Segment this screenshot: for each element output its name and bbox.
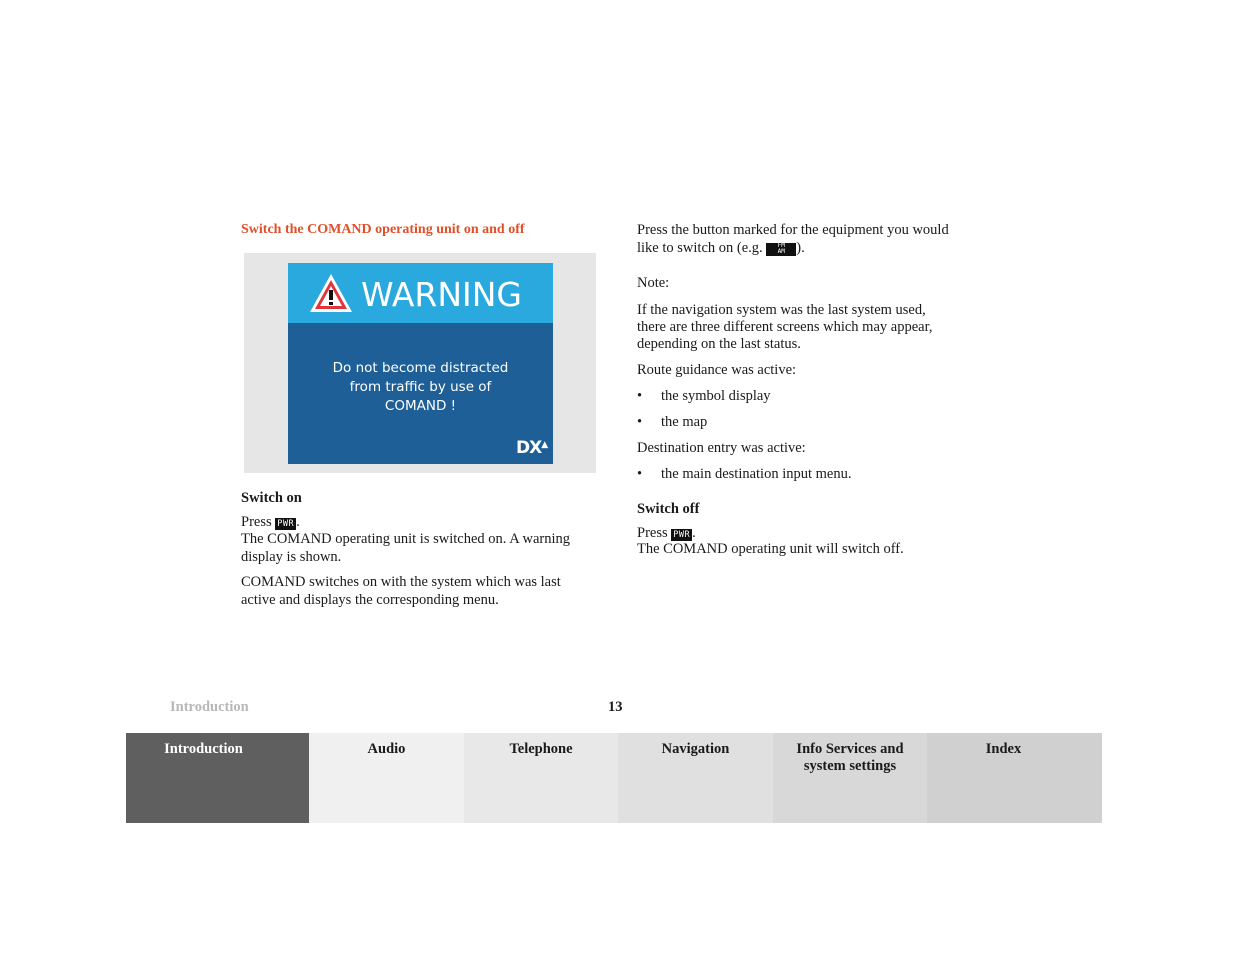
pwr-key-icon: PWR xyxy=(673,530,691,540)
am-label: AM xyxy=(777,248,785,255)
chapter-tabs xyxy=(126,733,1102,823)
tab-index[interactable] xyxy=(927,733,1102,823)
press-text: Press xyxy=(241,514,272,530)
list-item-text: the map xyxy=(661,414,708,430)
period: . xyxy=(692,525,696,541)
tab-info-services[interactable] xyxy=(773,733,927,823)
bullet: • xyxy=(637,466,643,482)
tab-label: Navigation xyxy=(661,741,730,757)
tab-telephone[interactable] xyxy=(464,733,618,823)
switch-on-heading: Switch on xyxy=(241,490,302,506)
tab-navigation[interactable] xyxy=(618,733,773,823)
fm-label: FM xyxy=(777,242,785,249)
comand-text-1: COMAND switches on with the system which was last xyxy=(241,574,561,590)
fm-am-key-icon xyxy=(766,243,796,256)
tab-label-line-2: system settings xyxy=(803,758,897,774)
tab-label: Index xyxy=(985,741,1022,757)
comand-text-2: active and displays the corresponding menu. xyxy=(241,592,499,608)
warning-title: WARNING xyxy=(361,275,523,314)
note-text-2: there are three different screens which may appear, xyxy=(637,319,933,335)
pwr-key-icon: PWR xyxy=(277,519,295,529)
list-item xyxy=(637,414,937,432)
note-label: Note: xyxy=(637,275,670,291)
list-item xyxy=(637,466,957,484)
switch-on-text: The COMAND operating unit is switched on. A warning xyxy=(241,531,571,547)
tab-audio[interactable] xyxy=(309,733,464,823)
tab-label-line-1: Info Services and xyxy=(796,741,904,757)
intro-text-1: Press the button marked for the equipment you would xyxy=(637,222,949,238)
tab-label: Telephone xyxy=(509,741,573,757)
section-title: Switch the COMAND operating unit on and off xyxy=(241,222,525,237)
switch-on-text-2: display is shown. xyxy=(241,549,342,565)
warning-message xyxy=(288,359,553,416)
warning-screen-image xyxy=(288,263,553,464)
warning-message-line: COMAND ! xyxy=(384,398,457,414)
switch-off-heading: Switch off xyxy=(637,501,700,517)
route-active-label: Route guidance was active: xyxy=(637,362,797,378)
bullet: • xyxy=(637,388,643,404)
list-item xyxy=(637,388,937,406)
warning-message-line: Do not become distracted xyxy=(332,360,509,376)
dx-logo: DX▲ xyxy=(516,438,548,458)
bullet: • xyxy=(637,414,643,430)
intro-text-2 xyxy=(637,240,805,258)
tab-label xyxy=(773,741,927,775)
intro-text-2a: like to switch on (e.g. xyxy=(637,240,763,256)
tab-label: Introduction xyxy=(164,741,243,757)
list-item-text: the symbol display xyxy=(661,388,771,404)
intro-text-2b: ). xyxy=(796,240,805,256)
note-text-3: depending on the last status. xyxy=(637,336,801,352)
switch-off-text: The COMAND operating unit will switch off. xyxy=(637,541,904,557)
dx-logo-text: DX xyxy=(516,438,542,458)
period: . xyxy=(296,514,300,530)
list-item-text: the main destination input menu. xyxy=(661,466,852,482)
destination-active-label: Destination entry was active: xyxy=(637,440,806,456)
warning-triangle-icon xyxy=(308,272,354,314)
page-number: 13 xyxy=(608,699,623,715)
switch-on-press-line xyxy=(241,514,300,532)
tab-label: Audio xyxy=(367,741,406,757)
note-text-1: If the navigation system was the last system used, xyxy=(637,302,926,318)
tab-introduction[interactable] xyxy=(126,733,309,823)
press-text: Press xyxy=(637,525,668,541)
footer-section-label: Introduction xyxy=(170,699,249,715)
warning-message-line: from traffic by use of xyxy=(349,379,492,395)
switch-off-press-line xyxy=(637,525,696,543)
